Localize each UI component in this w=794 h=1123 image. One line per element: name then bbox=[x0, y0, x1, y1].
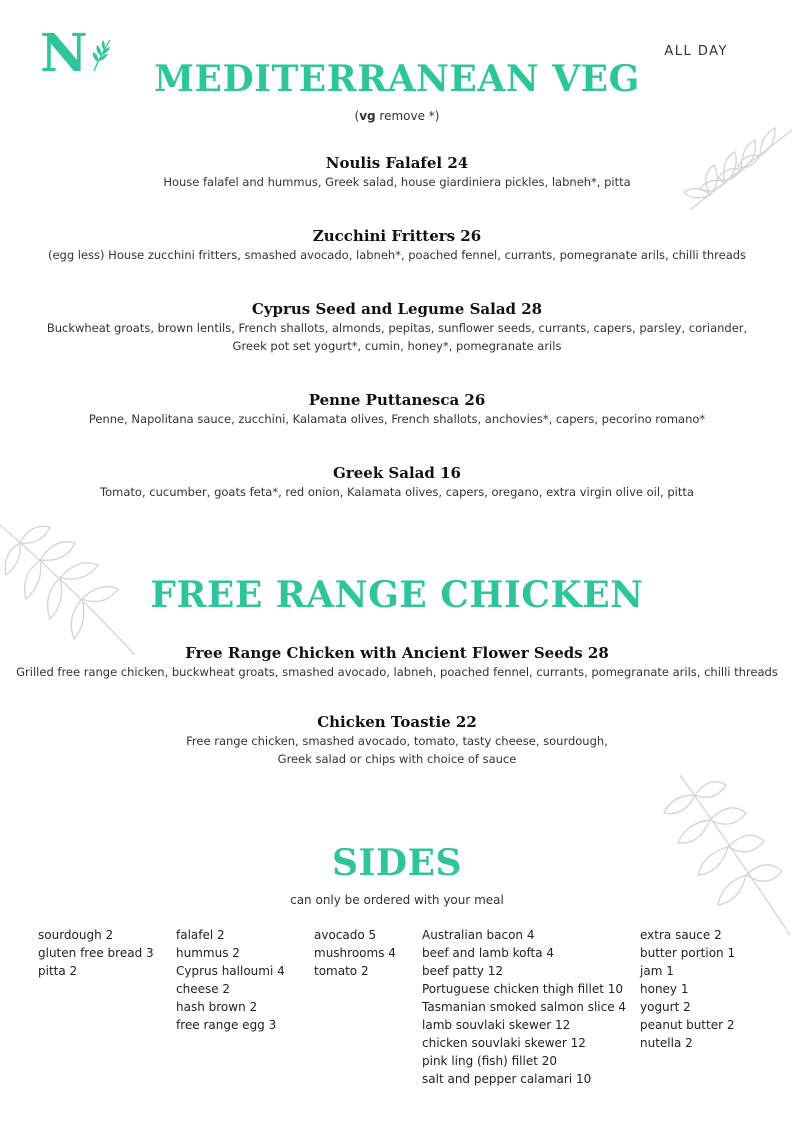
side-item: extra sauce 2 bbox=[640, 928, 722, 942]
side-item: beef and lamb kofta 4 bbox=[422, 946, 555, 960]
menu-item-description: House falafel and hummus, Greek salad, house giardiniera pickles, labneh*, pitta bbox=[163, 175, 631, 189]
section-title-sides: SIDES bbox=[332, 842, 462, 884]
menu-item-description: Penne, Napolitana sauce, zucchini, Kalamata olives, French shallots, anchovies*, capers, pecorino romano* bbox=[88, 412, 706, 426]
side-item: pink ling (fish) fillet 20 bbox=[422, 1054, 558, 1068]
side-item: beef patty 12 bbox=[422, 964, 503, 978]
menu-item-description: Greek pot set yogurt*, cumin, honey*, pomegranate arils bbox=[232, 339, 562, 353]
side-item: honey 1 bbox=[640, 982, 689, 996]
menu-item-title: Cyprus Seed and Legume Salad 28 bbox=[251, 300, 543, 318]
menu-item-description: Buckwheat groats, brown lentils, French shallots, almonds, pepitas, sunflower seeds, currants, capers, parsley, coriander, bbox=[46, 321, 748, 335]
menu-item bbox=[0, 712, 794, 768]
side-item: yogurt 2 bbox=[640, 1000, 691, 1014]
menu-item-title: Penne Puttanesca 26 bbox=[308, 391, 486, 409]
sides-column bbox=[422, 926, 626, 1088]
side-item: falafel 2 bbox=[176, 928, 225, 942]
side-item: Cyprus halloumi 4 bbox=[176, 964, 285, 978]
menu-item-title: Noulis Falafel 24 bbox=[325, 154, 469, 172]
menu-item bbox=[0, 226, 794, 264]
side-item: peanut butter 2 bbox=[640, 1018, 735, 1032]
menu-item-title: Chicken Toastie 22 bbox=[317, 713, 477, 731]
sides-column bbox=[640, 926, 735, 1052]
menu-item bbox=[0, 643, 794, 681]
all-day-label: ALL DAY bbox=[664, 44, 728, 59]
sides-column bbox=[176, 926, 285, 1034]
sides-column bbox=[38, 926, 154, 980]
sides-column bbox=[314, 926, 396, 980]
menu-item-description: (egg less) House zucchini fritters, smashed avocado, labneh*, poached fennel, currants, pomegranate arils, chilli threads bbox=[47, 248, 747, 262]
logo-letter: N bbox=[40, 23, 88, 84]
side-item: jam 1 bbox=[640, 964, 674, 978]
side-item: pitta 2 bbox=[38, 964, 78, 978]
vegan-note: (vg remove *) bbox=[354, 109, 440, 123]
menu-item-title: Greek Salad 16 bbox=[333, 464, 461, 482]
side-item: cheese 2 bbox=[176, 982, 231, 996]
side-item: chicken souvlaki skewer 12 bbox=[422, 1036, 586, 1050]
menu-item-description: Greek salad or chips with choice of sauce bbox=[277, 752, 517, 766]
menu-item bbox=[0, 463, 794, 501]
side-item: hummus 2 bbox=[176, 946, 240, 960]
side-item: Portuguese chicken thigh fillet 10 bbox=[422, 982, 623, 996]
menu-item-title: Free Range Chicken with Ancient Flower Seeds 28 bbox=[185, 644, 609, 662]
vegan-note-bold: vg bbox=[359, 109, 376, 123]
menu-item-description: Grilled free range chicken, buckwheat groats, smashed avocado, labneh, poached fennel, currants, pomegranate arils, chilli threads bbox=[16, 665, 778, 679]
side-item: butter portion 1 bbox=[640, 946, 736, 960]
menu-item-description: Tomato, cucumber, goats feta*, red onion, Kalamata olives, capers, oregano, extra virgin olive oil, pitta bbox=[100, 485, 694, 499]
side-item: hash brown 2 bbox=[176, 1000, 258, 1014]
side-item: avocado 5 bbox=[314, 928, 377, 942]
menu-item-title: Zucchini Fritters 26 bbox=[312, 227, 482, 245]
section-title-free-range-chicken: FREE RANGE CHICKEN bbox=[150, 574, 644, 616]
side-item: lamb souvlaki skewer 12 bbox=[422, 1018, 571, 1032]
section-title-mediterranean-veg: MEDITERRANEAN VEG bbox=[154, 58, 640, 100]
side-item: Australian bacon 4 bbox=[422, 928, 535, 942]
side-item: free range egg 3 bbox=[176, 1018, 277, 1032]
side-item: mushrooms 4 bbox=[314, 946, 396, 960]
side-item: gluten free bread 3 bbox=[38, 946, 154, 960]
menu-item bbox=[0, 390, 794, 428]
menu-item bbox=[0, 299, 794, 355]
side-item: nutella 2 bbox=[640, 1036, 693, 1050]
sides-note: can only be ordered with your meal bbox=[290, 893, 504, 907]
side-item: sourdough 2 bbox=[38, 928, 114, 942]
menu-item bbox=[0, 153, 794, 191]
side-item: Tasmanian smoked salmon slice 4 bbox=[422, 1000, 627, 1014]
side-item: salt and pepper calamari 10 bbox=[422, 1072, 592, 1086]
menu-item-description: Free range chicken, smashed avocado, tomato, tasty cheese, sourdough, bbox=[186, 734, 608, 748]
side-item: tomato 2 bbox=[314, 964, 369, 978]
